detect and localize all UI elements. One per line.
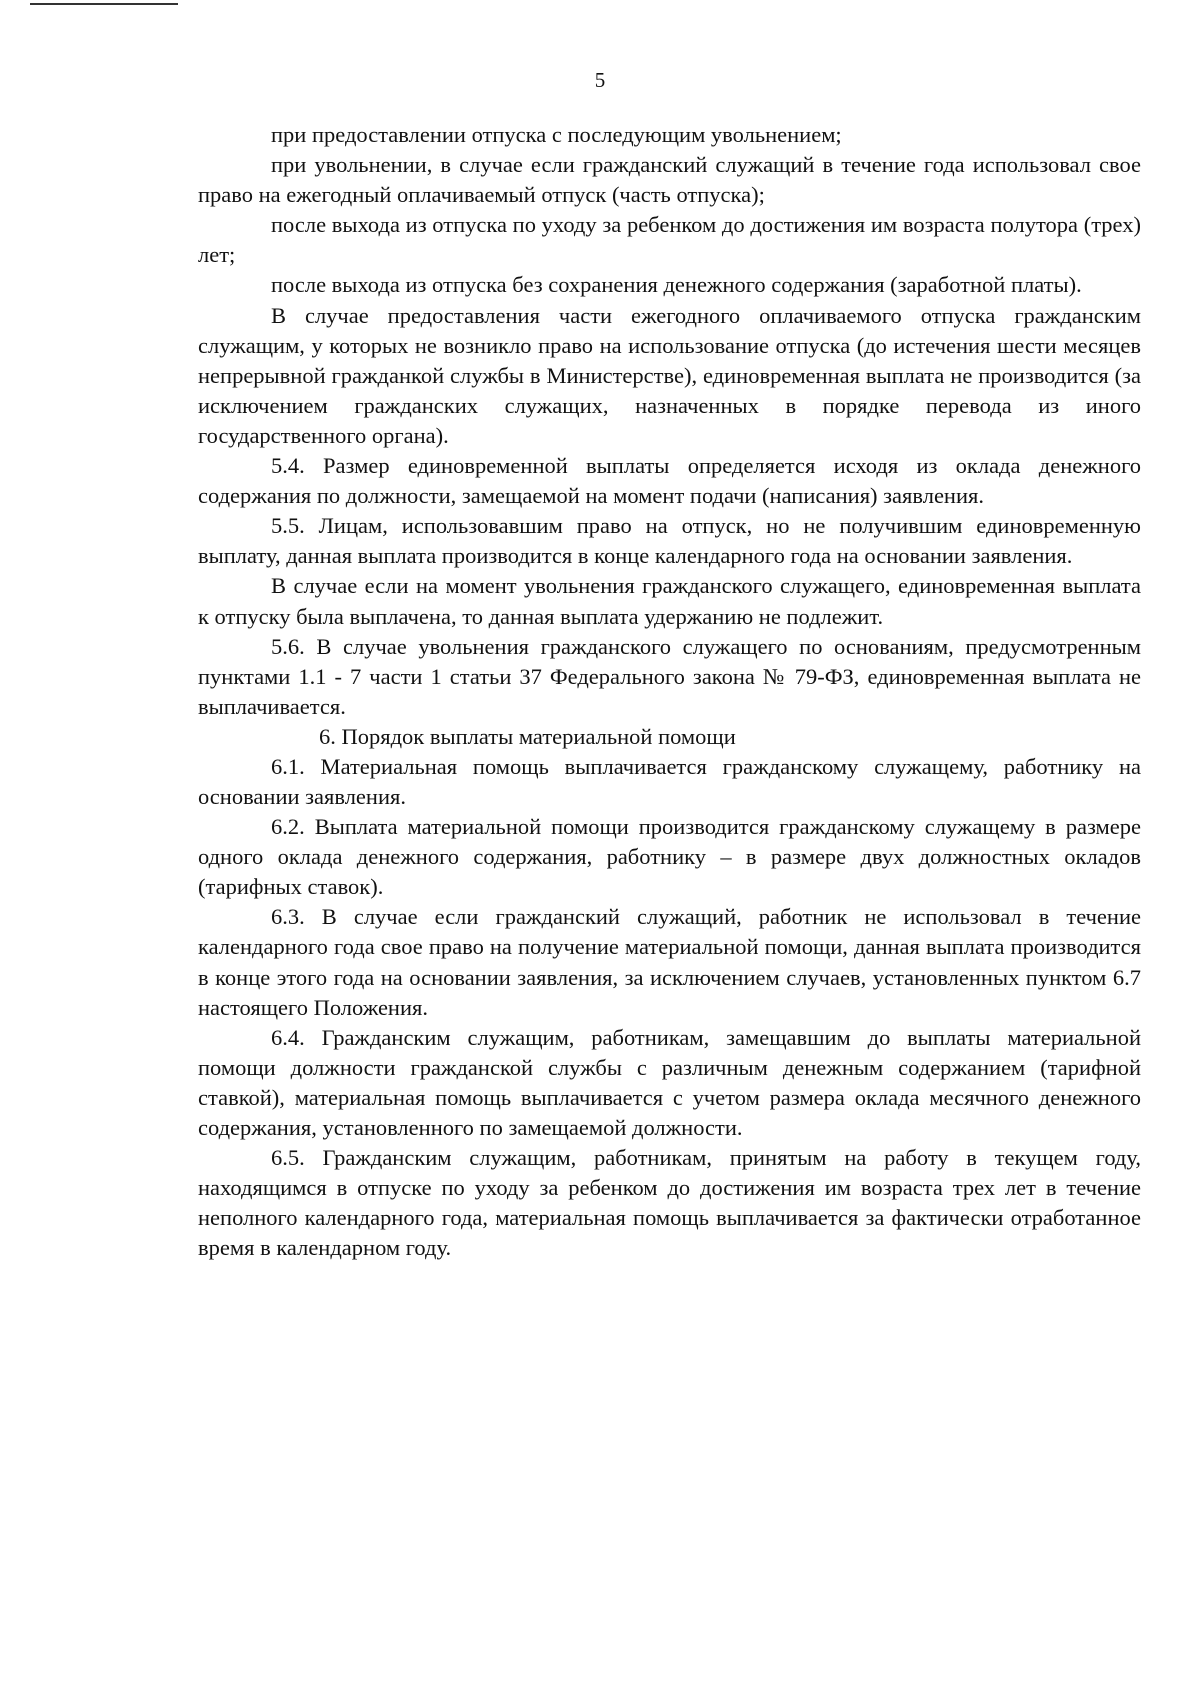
paragraph-6-3: 6.3. В случае если гражданский служащий, работник не использовал в течение календарного года свое право на получение материальной помощи, данная выплата производится в конце этого года на основании заявления, за исключением случаев, установленных пунктом 6.7 настоящего Положения.: [198, 904, 1141, 1020]
document-body: [198, 120, 1141, 1263]
section-heading: 6. Порядок выплаты материальной помощи: [319, 723, 736, 749]
paragraph: В случае предоставления части ежегодного оплачиваемого отпуска гражданским служащим, у которых не возникло право на использование отпуска (до истечения шести месяцев непрерывной гражданкой службы в Министерстве), единовременная выплата не производится (за исключением гражданских служащих, назначенных в порядке перевода из иного государственного органа).: [198, 302, 1141, 448]
paragraph-5-4: 5.4. Размер единовременной выплаты определяется исходя из оклада денежного содержания по должности, замещаемой на момент подачи (написания) заявления.: [198, 453, 1141, 509]
paragraph-6-5: 6.5. Гражданским служащим, работникам, принятым на работу в текущем году, находящимся в отпуске по уходу за ребенком до достижения им возраста трех лет в течение неполного календарного года, материальная помощь выплачивается за фактически отработанное время в календарном году.: [198, 1145, 1141, 1261]
paragraph: В случае если на момент увольнения гражданского служащего, единовременная выплата к отпуску была выплачена, то данная выплата удержанию не подлежит.: [198, 573, 1141, 629]
page-number: 5: [594, 68, 606, 92]
paragraph-6-1: 6.1. Материальная помощь выплачивается гражданскому служащему, работнику на основании заявления.: [198, 753, 1141, 809]
paragraph-6-2: 6.2. Выплата материальной помощи производится гражданскому служащему в размере одного оклада денежного содержания, работнику – в размере двух должностных окладов (тарифных ставок).: [198, 814, 1141, 900]
paragraph: после выхода из отпуска по уходу за ребенком до достижения им возраста полутора (трех) лет;: [198, 212, 1141, 268]
paragraph: при увольнении, в случае если гражданский служащий в течение года использовал свое право на ежегодный оплачиваемый отпуск (часть отпуска);: [198, 152, 1141, 208]
paragraph-5-6: 5.6. В случае увольнения гражданского служащего по основаниям, предусмотренным пунктами 1.1 - 7 части 1 статьи 37 Федерального закона № 79-ФЗ, единовременная выплата не выплачивается.: [198, 633, 1141, 719]
top-edge-rule: [30, 3, 178, 5]
paragraph-5-5: 5.5. Лицам, использовавшим право на отпуск, но не получившим единовременную выплату, данная выплата производится в конце календарного года на основании заявления.: [198, 513, 1141, 569]
paragraph: после выхода из отпуска без сохранения денежного содержания (заработной платы).: [271, 272, 1082, 298]
paragraph: при предоставлении отпуска с последующим увольнением;: [271, 122, 842, 147]
paragraph-6-4: 6.4. Гражданским служащим, работникам, замещавшим до выплаты материальной помощи должности гражданской службы с различным денежным содержанием (тарифной ставкой), материальная помощь выплачивается с учетом размера оклада месячного денежного содержания, установленного по замещаемой должности.: [198, 1024, 1141, 1140]
